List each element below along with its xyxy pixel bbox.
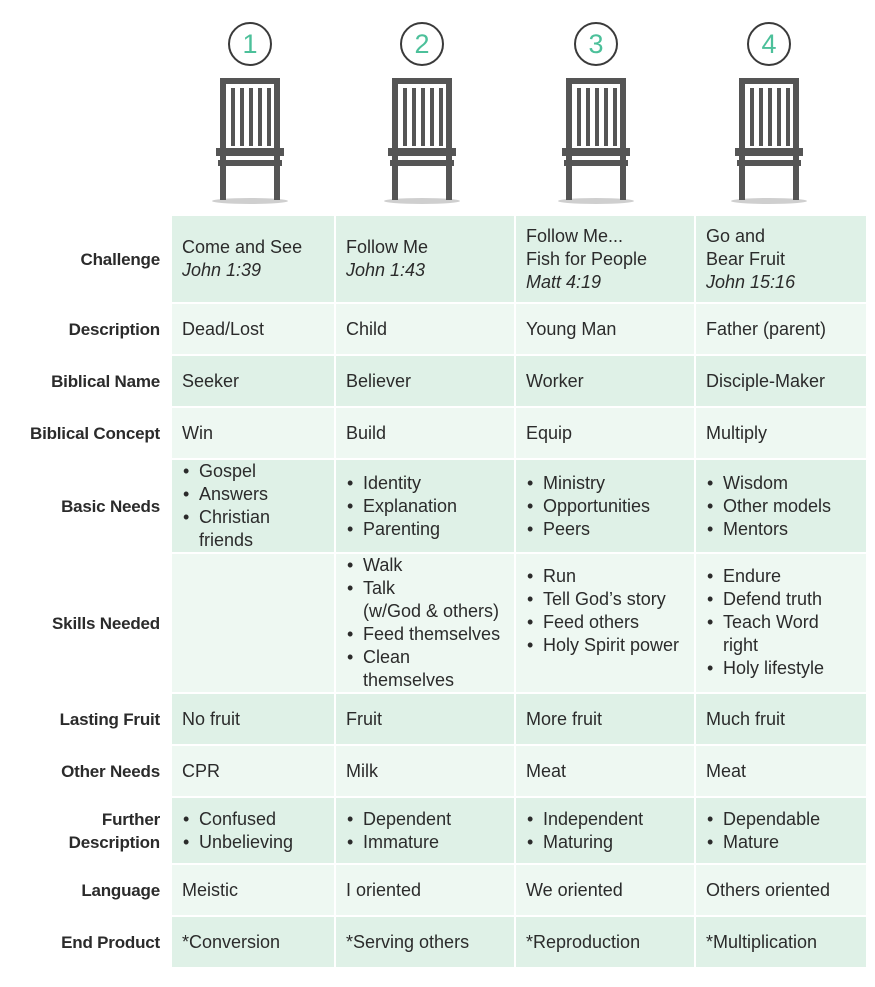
table-cell: No fruit bbox=[172, 694, 334, 744]
stage-number-badge: 2 bbox=[400, 22, 444, 66]
list-item: • Dependent bbox=[346, 808, 504, 831]
list-item: • Opportunities bbox=[526, 495, 684, 518]
list-item: • Peers bbox=[526, 518, 684, 541]
bullet-list bbox=[182, 808, 324, 854]
table-cell: Father (parent) bbox=[696, 304, 866, 354]
chair-icon bbox=[546, 76, 646, 206]
table-cell bbox=[172, 798, 334, 863]
row-end-product bbox=[6, 917, 866, 967]
row-label: Challenge bbox=[6, 216, 170, 302]
list-item: • Talk bbox=[346, 577, 504, 600]
stage-4 bbox=[681, 0, 857, 212]
row-label: Lasting Fruit bbox=[6, 694, 170, 744]
row-basic-needs bbox=[6, 460, 866, 552]
bullet-list bbox=[346, 472, 504, 541]
stage-number-badge: 1 bbox=[228, 22, 272, 66]
stage-number-badge: 4 bbox=[747, 22, 791, 66]
bullet-list bbox=[346, 808, 504, 854]
table-cell: We oriented bbox=[516, 865, 694, 915]
list-item: • Walk bbox=[346, 554, 504, 577]
list-item: • Christian friends bbox=[182, 506, 324, 552]
scripture-ref: Matt 4:19 bbox=[526, 271, 602, 292]
list-item: • Mentors bbox=[706, 518, 856, 541]
bullet-list bbox=[526, 808, 684, 854]
list-item: • Teach Word right bbox=[706, 611, 856, 657]
row-challenge bbox=[6, 216, 866, 302]
table-cell: Multiply bbox=[696, 408, 866, 458]
table-cell: Meistic bbox=[172, 865, 334, 915]
table-cell: Build bbox=[336, 408, 514, 458]
row-skills-needed bbox=[6, 554, 866, 692]
table-cell: Fruit bbox=[336, 694, 514, 744]
list-item: • Gospel bbox=[182, 460, 324, 483]
list-item: • Holy Spirit power bbox=[526, 634, 684, 657]
table-cell: I oriented bbox=[336, 865, 514, 915]
row-label: Biblical Concept bbox=[6, 408, 170, 458]
list-item: • Tell God’s story bbox=[526, 588, 684, 611]
chair-icon bbox=[372, 76, 472, 206]
row-label: Further Description bbox=[6, 798, 170, 863]
row-label: Basic Needs bbox=[6, 460, 170, 552]
scripture-ref: John 1:39 bbox=[182, 260, 262, 280]
list-item: • Run bbox=[526, 565, 684, 588]
table-cell: *Conversion bbox=[172, 917, 334, 967]
table-cell: Dead/Lost bbox=[172, 304, 334, 354]
table-cell: Others oriented bbox=[696, 865, 866, 915]
bullet-list bbox=[706, 565, 856, 680]
table-cell: *Multiplication bbox=[696, 917, 866, 967]
row-label: Description bbox=[6, 304, 170, 354]
list-item: • Ministry bbox=[526, 472, 684, 495]
list-item: • Dependable bbox=[706, 808, 856, 831]
stage-2 bbox=[334, 0, 510, 212]
table-cell: Win bbox=[172, 408, 334, 458]
table-cell bbox=[696, 798, 866, 863]
bullet-list bbox=[182, 460, 324, 552]
list-item: • Endure bbox=[706, 565, 856, 588]
list-item: • Independent bbox=[526, 808, 684, 831]
list-item: • Immature bbox=[346, 831, 504, 854]
row-description bbox=[6, 304, 866, 354]
table-cell: *Reproduction bbox=[516, 917, 694, 967]
table-cell bbox=[336, 460, 514, 552]
table-cell bbox=[516, 460, 694, 552]
list-item: • Clean themselves bbox=[346, 646, 504, 692]
list-item: • Identity bbox=[346, 472, 504, 495]
list-item: • Wisdom bbox=[706, 472, 856, 495]
list-item: • Parenting bbox=[346, 518, 504, 541]
table-cell: Follow Me John 1:43 bbox=[336, 216, 514, 302]
table-cell bbox=[696, 460, 866, 552]
table-cell bbox=[336, 554, 514, 692]
table-cell: Follow Me... Fish for People Matt 4:19 bbox=[516, 216, 694, 302]
table-cell: More fruit bbox=[516, 694, 694, 744]
bullet-list bbox=[346, 554, 504, 692]
row-further-description bbox=[6, 798, 866, 863]
table-cell: Go and Bear Fruit John 15:16 bbox=[696, 216, 866, 302]
list-item: • Defend truth bbox=[706, 588, 856, 611]
stage-number-badge: 3 bbox=[574, 22, 618, 66]
row-label: Biblical Name bbox=[6, 356, 170, 406]
table-cell: Much fruit bbox=[696, 694, 866, 744]
table-cell: Meat bbox=[696, 746, 866, 796]
table-cell bbox=[516, 798, 694, 863]
bullet-list bbox=[526, 472, 684, 541]
stage-1 bbox=[162, 0, 338, 212]
table-cell: Milk bbox=[336, 746, 514, 796]
list-item: • Other models bbox=[706, 495, 856, 518]
table-cell: Meat bbox=[516, 746, 694, 796]
table-cell bbox=[696, 554, 866, 692]
table-cell bbox=[172, 554, 334, 692]
row-biblical-concept bbox=[6, 408, 866, 458]
scripture-ref: John 1:43 bbox=[346, 260, 426, 280]
discipleship-stages-table bbox=[4, 214, 868, 969]
list-item: • Mature bbox=[706, 831, 856, 854]
list-item: • Answers bbox=[182, 483, 324, 506]
list-item: • Unbelieving bbox=[182, 831, 324, 854]
table-cell: Worker bbox=[516, 356, 694, 406]
table-cell: Child bbox=[336, 304, 514, 354]
bullet-list bbox=[706, 472, 856, 541]
stage-header bbox=[0, 0, 875, 212]
list-item-continuation: (w/God & others) bbox=[363, 601, 500, 621]
row-biblical-name bbox=[6, 356, 866, 406]
table-cell: Seeker bbox=[172, 356, 334, 406]
stage-3 bbox=[508, 0, 684, 212]
table-cell: Young Man bbox=[516, 304, 694, 354]
bullet-list bbox=[706, 808, 856, 854]
bullet-list bbox=[526, 565, 684, 657]
list-item: • Explanation bbox=[346, 495, 504, 518]
row-label: End Product bbox=[6, 917, 170, 967]
list-item: • Maturing bbox=[526, 831, 684, 854]
table-cell bbox=[172, 460, 334, 552]
chair-icon bbox=[200, 76, 300, 206]
row-label: Skills Needed bbox=[6, 554, 170, 692]
table-cell: CPR bbox=[172, 746, 334, 796]
table-cell: Equip bbox=[516, 408, 694, 458]
table-cell: *Serving others bbox=[336, 917, 514, 967]
scripture-ref: John 15:16 bbox=[706, 271, 796, 292]
list-item: • Feed others bbox=[526, 611, 684, 634]
row-label: Language bbox=[6, 865, 170, 915]
list-item: • Feed themselves bbox=[346, 623, 504, 646]
table-cell bbox=[336, 798, 514, 863]
row-other-needs bbox=[6, 746, 866, 796]
chair-icon bbox=[719, 76, 819, 206]
table-cell bbox=[516, 554, 694, 692]
row-label: Other Needs bbox=[6, 746, 170, 796]
row-lasting-fruit bbox=[6, 694, 866, 744]
list-item: • Confused bbox=[182, 808, 324, 831]
row-language bbox=[6, 865, 866, 915]
table-cell: Disciple-Maker bbox=[696, 356, 866, 406]
table-cell: Come and See John 1:39 bbox=[172, 216, 334, 302]
table-cell: Believer bbox=[336, 356, 514, 406]
list-item: • Holy lifestyle bbox=[706, 657, 856, 680]
